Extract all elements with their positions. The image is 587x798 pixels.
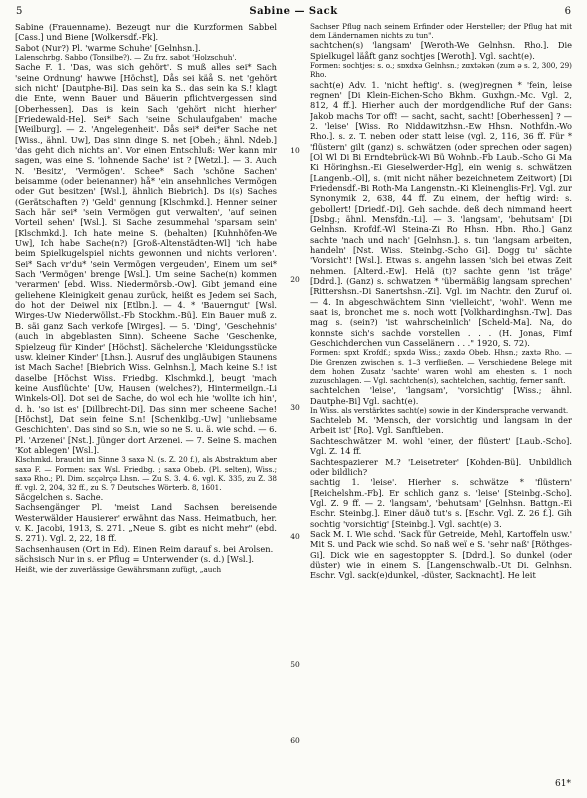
line-number: 50 bbox=[290, 660, 300, 669]
dictionary-entry: Sachteschwätzer M. wohl 'einer, der flüstert' [Laub.-Scho]. Vgl. Z. 14 ff. bbox=[310, 435, 572, 457]
dictionary-entry: In Wiss. als verstärktes sacht(e) sowie in der Kindersprache verwandt. bbox=[310, 405, 569, 415]
dictionary-entry: Klschmkd. braucht im Sinne 3 saxə N. (s. Z. 20 f.), als Abstraktum aber saxə F. — Formen: sax Wsl. Friedbg. ; saxə Obeb. (Pl. selten), Wiss.; saxə Rho.; Pl. Dim. sɛçəlrçə Lhsn. — Zu S. 3. 4. 6. vgl. K. 335, zu Z. 38 ff. vgl. 2, 204, 32 ff., zu S. 7 Deutsches Wörterb. 8, 1601. bbox=[15, 455, 277, 492]
line-number: 30 bbox=[290, 403, 300, 412]
dictionary-entry: sachtig 1. 'leise'. Hierher s. schwätze * 'flüstern' [Reichelshm.-Fb]. Er schlich ganz s. 'leise' [Steinbg.-Scho]. Vgl. Z. 9 ff. — 2. 'langsam', 'behutsam' [Gelnhsn. Battgn.-Ei Eschr. Steinbg.]. Einer däuð tut's s. [Eschr. Vgl. Z. 26 f.]. Gih sochtig 'vorsichtig' [Steinbg.]. Vgl. sacht(e) 3. bbox=[310, 477, 572, 529]
page-header bbox=[16, 6, 571, 20]
line-number: 10 bbox=[290, 146, 300, 155]
left-column bbox=[15, 22, 277, 782]
dictionary-entry: Sack M. I. Wie schd. 'Sack für Getreide, Mehl, Kartoffeln usw.' Mit S. und Pack wie schd. So naß weï e S. 'sehr naß' [Röthges-Gi]. Dick wie en sagestoppter S. [Ddrd.]. So dunkel (oder düster) wie in einem S. [Langenschwalb.-Ut Di. Gelnhsn. Eschr. Vgl. sack(e)dunkel, -düster, Sacknacht]. He leit bbox=[310, 528, 572, 581]
dictionary-entry: Sachser Pflug nach seinem Erfinder oder Hersteller; der Pflug hat mit dem Ländernamen nichts zu tun". bbox=[310, 22, 572, 41]
dictionary-entry: sachtelchen 'leise', 'langsam', 'vorsichtig' [Wiss.; ähnl. Dautphe-Bi] Vgl. sacht(e). bbox=[310, 385, 572, 406]
dictionary-entry: Formen: sochtjes: s. o.; sɒxdxə Gelnhsn.; zɑxtəkən (zum ə s. 2, 300, 29) Rho. bbox=[310, 61, 572, 80]
dictionary-entry: Sabot (Nur?) Pl. 'warme Schuhe' [Gelnhsn.]. bbox=[15, 42, 201, 53]
dictionary-entry: sächsisch Nur in s. er Pflug = Unterwender (s. d.) [Wsl.]. bbox=[15, 554, 255, 565]
dictionary-entry: Sachtespazierer M.? 'Leisetreter' [Kohden-Bü]. Unbildlich oder bildlich? bbox=[310, 456, 572, 477]
dictionary-entry: Sachsengänger Pl. 'meist Land Sachsen bereisende Westerwälder Hausierer' erwähnt das Nass. Heimatbuch, her. v. K. Jacobi, 1913, S. 271. „Neue S. gibt es nicht mehr" (ebd. S. 271). Vgl. 2, 22, 18 ff. bbox=[15, 502, 277, 544]
page-number-right: 6 bbox=[564, 6, 571, 17]
sheet-signature: 61* bbox=[555, 779, 571, 789]
dictionary-entry: Sabine (Frauenname). Bezeugt nur die Kurzformen Sabbel [Cass.] und Biene [Wolkersdf.-Fk]. bbox=[15, 22, 277, 43]
right-column bbox=[310, 22, 572, 782]
dictionary-entry: Heißt, wie der zuverlässige Gewährsmann zufügt, „auch bbox=[15, 564, 222, 574]
page-number-left: 5 bbox=[16, 6, 23, 17]
dictionary-entry: Sachsenhausen (Ort in Ed). Einen Reim darauf s. bei Arolsen. bbox=[15, 543, 274, 554]
line-number: 20 bbox=[290, 275, 300, 284]
dictionary-entry: Sache F. 1. 'Das, was sich gehört'. S muß alles sei* Sach 'seine Ordnung' hawwe [Höchst], Dås sei käå S. net 'gehört sich nicht' [Dautphe-Bi]. Das sein ka S.. das sein ka S.! klagt die Ente, wenn Bauer und Bäuerin pflichtvergessen sind [Oberhessen]. Das is kein Sach 'gehört nicht hierher' [Friedewald-He]. Sei* Sach 'seine Schulaufgaben' mache [Weilburg]. — 2. 'Angelegenheit'. Dås sei* dei*er Sache net [Wiss., ähnl. Uw], Das sinn dinge S. net [Obeh.; ähnl. Ndeb.] 'das geht dich nichts an'. Vor einen Entschluß: Wer kann mir sagen, was eine S. 'lohnende Sache' ist ? [Wetzl.]. — 3. Auch N. 'Besitz', 'Vermögen'. Schee* Sach 'schöne Sachen' beisamme (oder beienanner) hå* 'ein ansehnliches Vermögen oder Gut besitzen' [Wsl.], ähnlich Biebrich]. Ds i(s) Saches (Gerätschaften ?) 'Geld' gennung [Klschmkd.]. Henner seiner Sach här sei* 'sein Vermögen gut verwalten', 'auf seinen Vorteil sehen' [Wsl.]. Si Sache zesummehal 'sparsam sein' [Klschmkd.]. Ich hate meine S. (behalten) [Kuhnhöfen-We Uw], Ich habe Sache(n?) [Groß-Altenstädten-Wl] 'ich habe beim Spielkugelspiel nichts gewonnen und nichts verloren'. Sei* Sach vr'du* 'sein Vermögen vergeuden', Einem um sei* Sach 'Vermögen' brenge [Wsl.]. Um seine Sache(n) kommen 'verarmen' [ebd. Wiss. Niedermörsb.-Ow]. Gibt jemand eine geliehene Kleinigkeit genau zurück, heißt es Jedem sei Sach, do hot der Deiwel nix [Etlbn.]. — 4. * 'Bauerngut' [Wsl. Wirges-Uw Niederwöllst.-Fb Stockhm.-Bü]. Ein Bauer muß z. B. säi ganz Sach verkofe [Wirges]. — 5. 'Ding', 'Geschehnis' (auch in abgeblasten Sinn). Scheene Sache 'Geschenke, Spielzeug für Kinder' [Höchst]. Sächelerche 'Kleidungsstücke usw. kleiner Kinder' [Lhsn.]. Ausruf des ungläubigen Staunens ist Mach Sache! [Biebrich Wiss. Gelnhsn.], Mach keine S.! ist daselbe [Höchst Wiss. Friedbg. Klschmkd.], beugt 'mach keine Ausflüchte' [Uw, Hausen (welches?), Hintermeilgn.-Li Winkels-Ol]. Dot sei de Sache, do wol ech hie 'wollte ich hin', d. h. 'so ist es' [Dillbrecht-Di]. Das sinn mer scheene Sache! [Höchst], Dat sein feine S.n! [Schenklbg.-Uw] 'unliebsame Geschichten'. Das sind so S.n, wie so ne S. u. ä. wie schd. — 6. Pl. 'Arzenei' [Nst.]. Jünger dort Arzenei. — 7. Seine S. machen 'Kot ablegen' [Wsl.]. bbox=[15, 62, 277, 455]
dictionary-entry: sachtchen(s) 'langsam' [Weroth-We Gelnhsn. Rho.]. Die Spielkugel läåft ganz sochtjes [Weroth]. Vgl. sacht(e). bbox=[310, 40, 572, 61]
dictionary-entry: sacht(e) Adv. 1. 'nicht heftig'. s. (weg)regnen * 'fein, leise regnen' [Di Klein-Eichen-Scho Bkhm. Guxhgn.-Mc. Vgl. 2, 812, 4 ff.]. Hierher auch der mordgendliche Ruf der Gans: Jakob machs Tor off! — sacht, sacht, sacht! [Oberhessen] ? — 2. 'leise' [Wiss. Ro Niddawitzhsn.-Ew Hhsn. Nothfdn.-Wo Rho.]. s. z. T. neben oder statt leise (vgl. 2, 116, 36 ff. Für * 'flüstern' gilt (ganz) s. schwätzen (oder sprechen oder sagen) [Ol Wl Di Bi Erndtebrück-Wi Bü Wohnb.-Fb Laub.-Scho Gi Ma Ki Höringhsn.-Ei Gieselwerder-Hg], ein wenig s. schwätzen [Langenb.-Ol], s. (mit nicht näher bezeichnetem Zeitwort) [Di Friedensdf.-Bi Roth-Ma Langenstn.-Ki Kleinenglis-Fr]. Vgl. zur Synonymik 2, 638, 44 ff. Zu einem, der heftig wird: s. gebollert! [Driedf.-Di]. Geh sachde. deß dech nimmand heert [Dsbg.; ähnl. Mensfdn.-Li]. — 3. 'langsam', 'behutsam' [Di Gelnhsn. Krofdf.-Wl Steina-Zi Ro Hhsn. Hbn. Rho.] Ganz sachte 'nach und nach' [Gelnhsn.]. s. tun 'langsam arbeiten, handeln' [Nst. Wiss. Steinbg.-Scho Gi]. Dogg tu' sächte 'Vorsicht'! [Wsl.]. Etwas s. angehn lassen 'sich bei etwas Zeit nehmen. [Alterd.-Ew]. Helä (t)? sachte genn 'ist träge' [Ddrd.]. (Ganz) s. schwatzen * 'übermäßig langsam sprechen' [Rittershsn.-Di Sanertshsn.-Zi]. Vgl. im Nachtr. den Zuruf oi. — 4. In abgeschwächtem Sinn 'vielleicht', 'wohl'. Wenn me saat is, bronchet me s. noch wott [Volkhardinghsn.-Tw]. Das mag s. (sein?) 'ist wahrscheinlich' [Scheld-Ma]. Na, do konnste sich's sachde vorstellen . . . (H. Jonas, Fimf Geschichderchen vun Casselänern . . ." 1920, S. 72). bbox=[310, 79, 572, 349]
dictionary-entry: Formen: spxt Krofdf.; spxdə Wiss.; zaxdə Obeb. Hhsn.; zaxtə Rho. — Die Grenzen zwischen s. 1–3 verfließen. — Verschiedene Belege mit dem hohen Zusatz 'sachte' waren wohl am ehesten s. 1 noch zuzuschlagen. — Vgl. sachtchen(s), sachtelchen, sachtig, ferner sanft. bbox=[310, 348, 572, 386]
dictionary-entry: Sachteleb M. 'Mensch, der vorsichtig und langsam in der Arbeit ist' [Ro]. Vgl. Sanftleben. bbox=[310, 415, 572, 436]
line-number: 40 bbox=[290, 532, 300, 541]
running-title: Sabine — Sack bbox=[249, 6, 338, 17]
dictionary-entry: Lalenschrbg. Sabbo (Tonsilbe?). — Zu frz. sabot 'Holzschuh'. bbox=[15, 53, 237, 63]
line-number: 60 bbox=[290, 736, 300, 745]
dictionary-entry: Säcgelchen s. Sache. bbox=[15, 492, 104, 503]
